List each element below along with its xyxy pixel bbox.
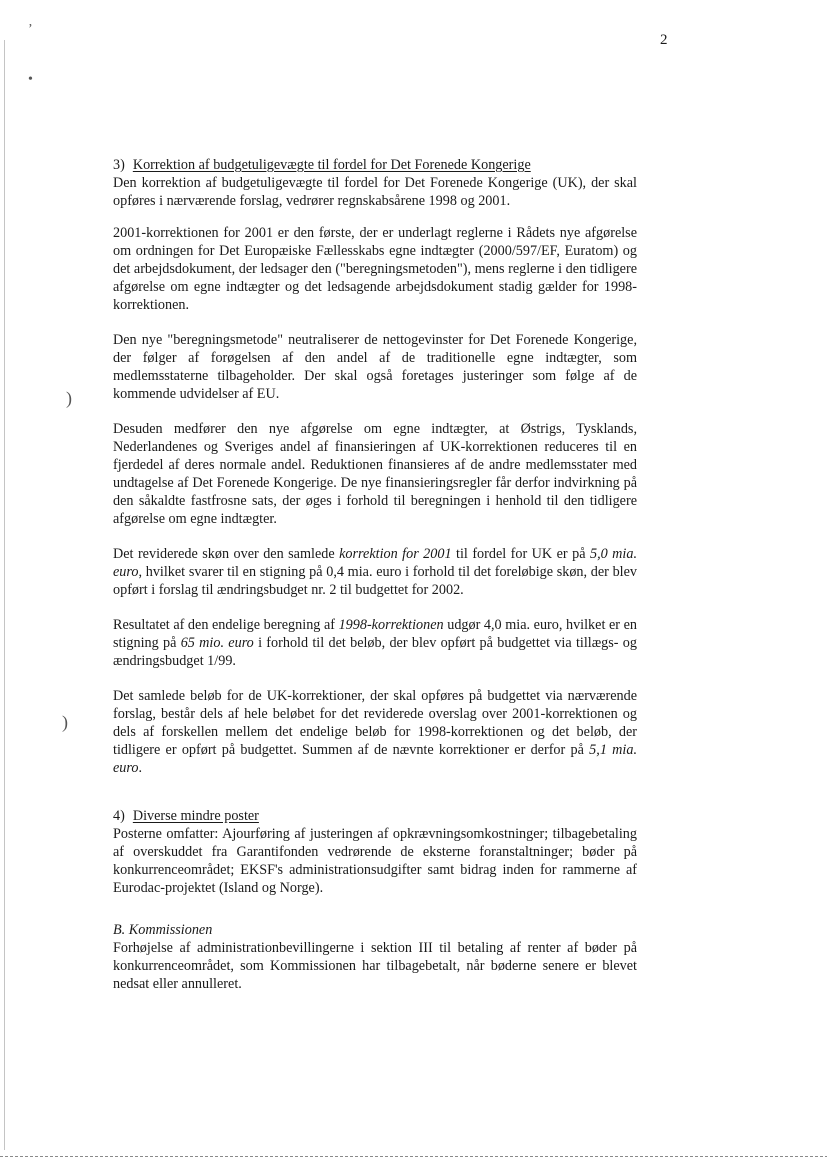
section-b-heading: B. Kommissionen [113,922,213,938]
margin-mark: ) [66,388,72,408]
paragraph: Forhøjelse af administrationbevillingerne i sektion III til betaling af renter af bøder på konkurrenceområdet, som Kommissionen har tilbagebetalt, når bøderne senere er blevet nedsat eller annulleret. [113,940,637,992]
page-number: 2 [660,32,668,48]
paragraph [113,616,637,670]
text-run: Det samlede beløb for de UK-korrektioner, der skal opføres på budgettet via nærværende forslag, består dels af hele beløbet for det reviderede overslag over 2001-korrektionen og dels af forskellen mellem det endelige beløb for 1998-korrektionen og det beløb, der tidligere er opført på budgettet. Summen af de nævnte korrektioner er derfor på [113,688,637,758]
text-run: til fordel for UK er på [451,546,590,562]
paragraph [113,687,637,777]
paragraph: Den korrektion af budgetuligevægte til fordel for Det Forenede Kongerige (UK), der skal opføres i nærværende forslag, vedrører regnskabsårene 1998 og 2001. [113,175,637,209]
paragraph: 2001-korrektionen for 2001 er den første, der er underlagt reglerne i Rådets nye afgørelse om ordningen for Det Europæiske Fællesskabs egne indtægter (2000/597/EF, Euratom) og det arbejdsdokument, der ledsager den ("beregningsmetoden"), mens reglerne i den tidligere afgørelse om egne indtægter og det ledsagende arbejdsdokument stadig gælder for 1998-korrektionen. [113,225,637,313]
scan-bottom-edge [0,1156,827,1157]
paragraph: Den nye "beregningsmetode" neutraliserer de nettogevinster for Det Forenede Kongerige, der følger af forøgelsen af den andel af de traditionelle egne indtægter, som medlemsstaterne tilbageholder. Der skal også foretages justeringer som følge af de kommende udvidelser af EU. [113,332,637,402]
scan-left-edge [4,40,5,1150]
text-run: . [138,760,143,776]
margin-mark: • [28,72,33,87]
section-number: 3) [113,157,125,173]
text-run: Resultatet af den endelige beregning af [113,617,339,633]
paragraph [113,545,637,599]
text-run: Det reviderede skøn over den samlede [113,546,340,562]
document-body [113,156,637,993]
margin-mark: ʼ [28,22,33,37]
section-title: Diverse mindre poster [132,808,259,824]
text-run: i forhold til det beløb, der blev opført på budgettet via tillægs- og ændringsbudget 1/99. [113,635,637,669]
paragraph: Desuden medfører den nye afgørelse om egne indtægter, at Østrigs, Tysklands, Nederlandenes og Sveriges andel af finansieringen af UK-korrektionen reduceres til en fjerdedel af deres normale andel. Reduktionen finansieres af de andre medlemsstater med undtagelse af Det Forenede Kongerige. De nye finansieringsregler får derfor indvirkning på den såkaldte fastfrosne sats, der øges i forhold til beregningen i henhold til den tidligere afgørelse om egne indtægter. [113,421,637,527]
emphasis: 1998-korrektionen [338,617,444,633]
section-4-heading [113,807,637,825]
margin-mark: ) [62,712,68,732]
text-run: , hvilket svarer til en stigning på 0,4 mia. euro i forhold til det foreløbige skøn, der blev opført i forslag til ændringsbudget nr. 2 til budgettet for 2002. [113,564,637,598]
text-run: udgør 4,0 mia. euro, hvilket er en stigning på [113,617,637,651]
emphasis: 5,1 mia. euro [113,742,637,776]
section-number: 4) [113,808,125,824]
section-3-heading [113,156,637,174]
emphasis: korrektion for 2001 [339,546,452,562]
emphasis: 5,0 mia. euro [113,546,637,580]
paragraph: Posterne omfatter: Ajourføring af justeringen af opkrævningsomkostninger; tilbagebetaling af overskuddet fra Garantifonden vedrørende de eksterne foranstaltninger; bøder på konkurrenceområdet; EKSF's administrationsudgifter samt bidrag inden for rammerne af Eurodac-projektet (Island og Norge). [113,826,637,896]
emphasis: 65 mio. euro [180,635,254,651]
section-title: Korrektion af budgetuligevægte til fordel for Det Forenede Kongerige [132,157,531,173]
